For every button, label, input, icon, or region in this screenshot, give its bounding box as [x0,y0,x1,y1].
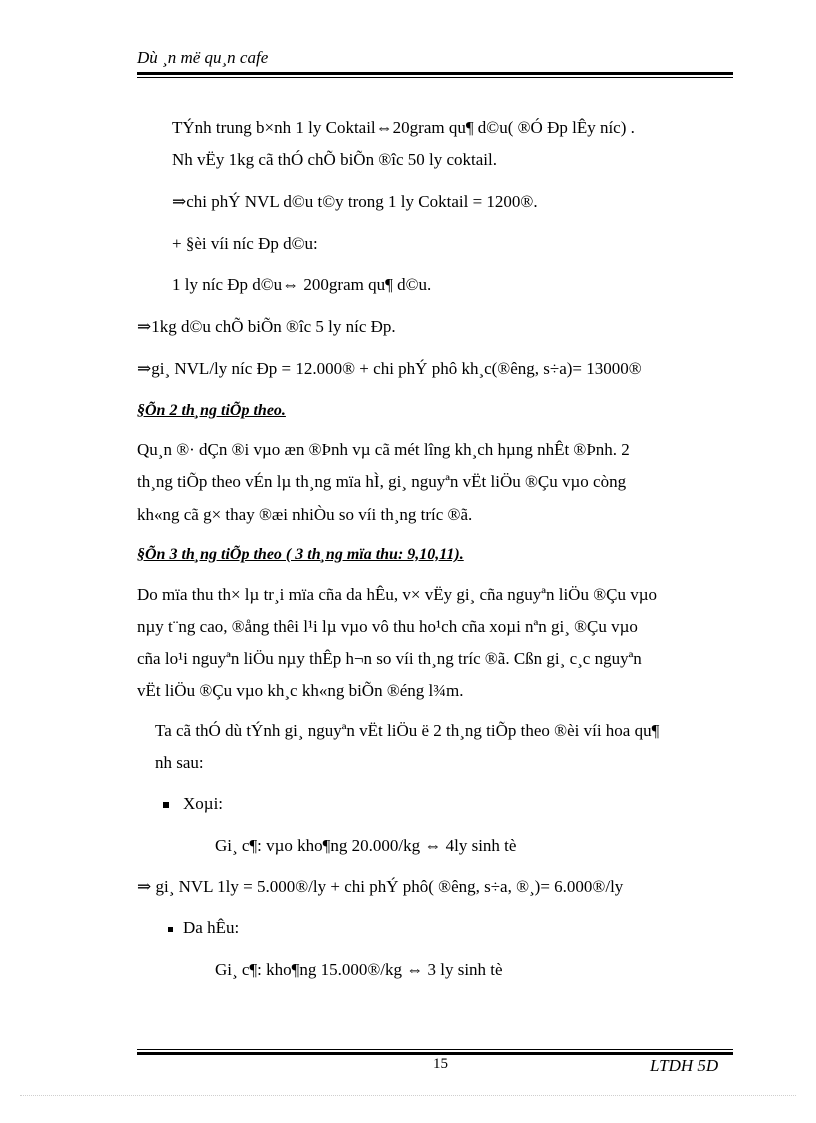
paragraph-line: kh«ng cã g× thay ®æi nhiÒu so víi th¸ng tríc ®ã. [137,505,473,524]
page-number: 15 [433,1056,448,1072]
paragraph-line: ⇒chi phÝ NVL d©u t©y trong 1 ly Coktail = 1200®. [172,192,538,211]
footer-rule-thick [137,1052,733,1055]
paragraph-line: Gi¸ c¶: vµo kho¶ng 20.000/kg ⇔ 4ly sinh tè [215,836,517,855]
footer-rule-thin [137,1049,733,1050]
paragraph-line: Ta cã thÓ dù tÝnh gi¸ nguyªn vËt liÖu ë 2 th¸ng tiÕp theo ®èi víi hoa qu¶ [155,721,660,740]
footer-label: LTDH 5D [650,1056,719,1075]
paragraph-line: + §èi víi níc Ðp d©u: [172,234,318,253]
bullet-item [163,794,223,814]
header-rule-thick [137,72,733,75]
header-title: Dù ¸n më qu¸n cafe [137,48,269,67]
header-rule-thin [137,77,733,78]
bullet-label: Xoµi: [183,794,224,813]
paragraph-line: Nh vËy 1kg cã thÓ chÕ biÕn ®îc 50 ly coktail. [172,150,497,169]
section-heading: §Õn 3 th¸ng tiÕp theo ( 3 th¸ng mïa thu: 9,10,11). [137,546,464,563]
bullet-label: Da hÊu: [183,918,240,937]
paragraph-line: nh sau: [155,753,204,772]
section-heading: §Õn 2 th¸ng tiÕp theo. [137,402,286,419]
paragraph-line: ⇒1kg d©u chÕ biÕn ®îc 5 ly níc Ðp. [137,317,396,336]
paragraph-line: 1 ly níc Ðp d©u⇔ 200gram qu¶ d©u. [172,275,432,294]
paragraph-line: cña lo¹i nguyªn liÖu nµy thÊp h¬n so víi th¸ng tríc ®ã. Cßn gi¸ c¸c nguyªn [137,649,642,668]
paragraph-line: ⇒gi¸ NVL/ly níc Ðp = 12.000® + chi phÝ phô kh¸c(®êng, s÷a)= 13000® [137,359,642,378]
paragraph-line: ⇒ gi¸ NVL 1ly = 5.000®/ly + chi phÝ phô( ®êng, s÷a, ®¸)= 6.000®/ly [137,877,624,896]
paragraph-line: Qu¸n ®· dÇn ®i vµo æn ®Þnh vµ cã mét lîng kh¸ch hµng nhÊt ®Þnh. 2 [137,440,630,459]
paragraph-line: TÝnh trung b×nh 1 ly Coktail⇔20gram qu¶ d©u( ®Ó Ðp lÊy níc) . [172,118,635,137]
square-bullet-icon [168,927,173,932]
paragraph-line: nµy t¨ng cao, ®ång thêi l¹i lµ vµo vô thu ho¹ch cña xoµi nªn gi¸ ®Çu vµo [137,617,638,636]
paragraph-line: Gi¸ c¶: kho¶ng 15.000®/kg ⇔ 3 ly sinh tè [215,960,503,979]
paragraph-line: vËt liÖu ®Çu vµo kh¸c kh«ng biÕn ®éng l¾m. [137,681,464,700]
square-bullet-icon [163,802,169,808]
paragraph-line: Do mïa thu th× lµ tr¸i mïa cña da hÊu, v× vËy gi¸ cña nguyªn liÖu ®Çu vµo [137,585,658,604]
page-border-dotted [20,1095,796,1096]
bullet-item [168,918,239,938]
paragraph-line: th¸ng tiÕp theo vÉn lµ th¸ng mïa hÌ, gi¸ nguyªn vËt liÖu ®Çu vµo còng [137,472,627,491]
